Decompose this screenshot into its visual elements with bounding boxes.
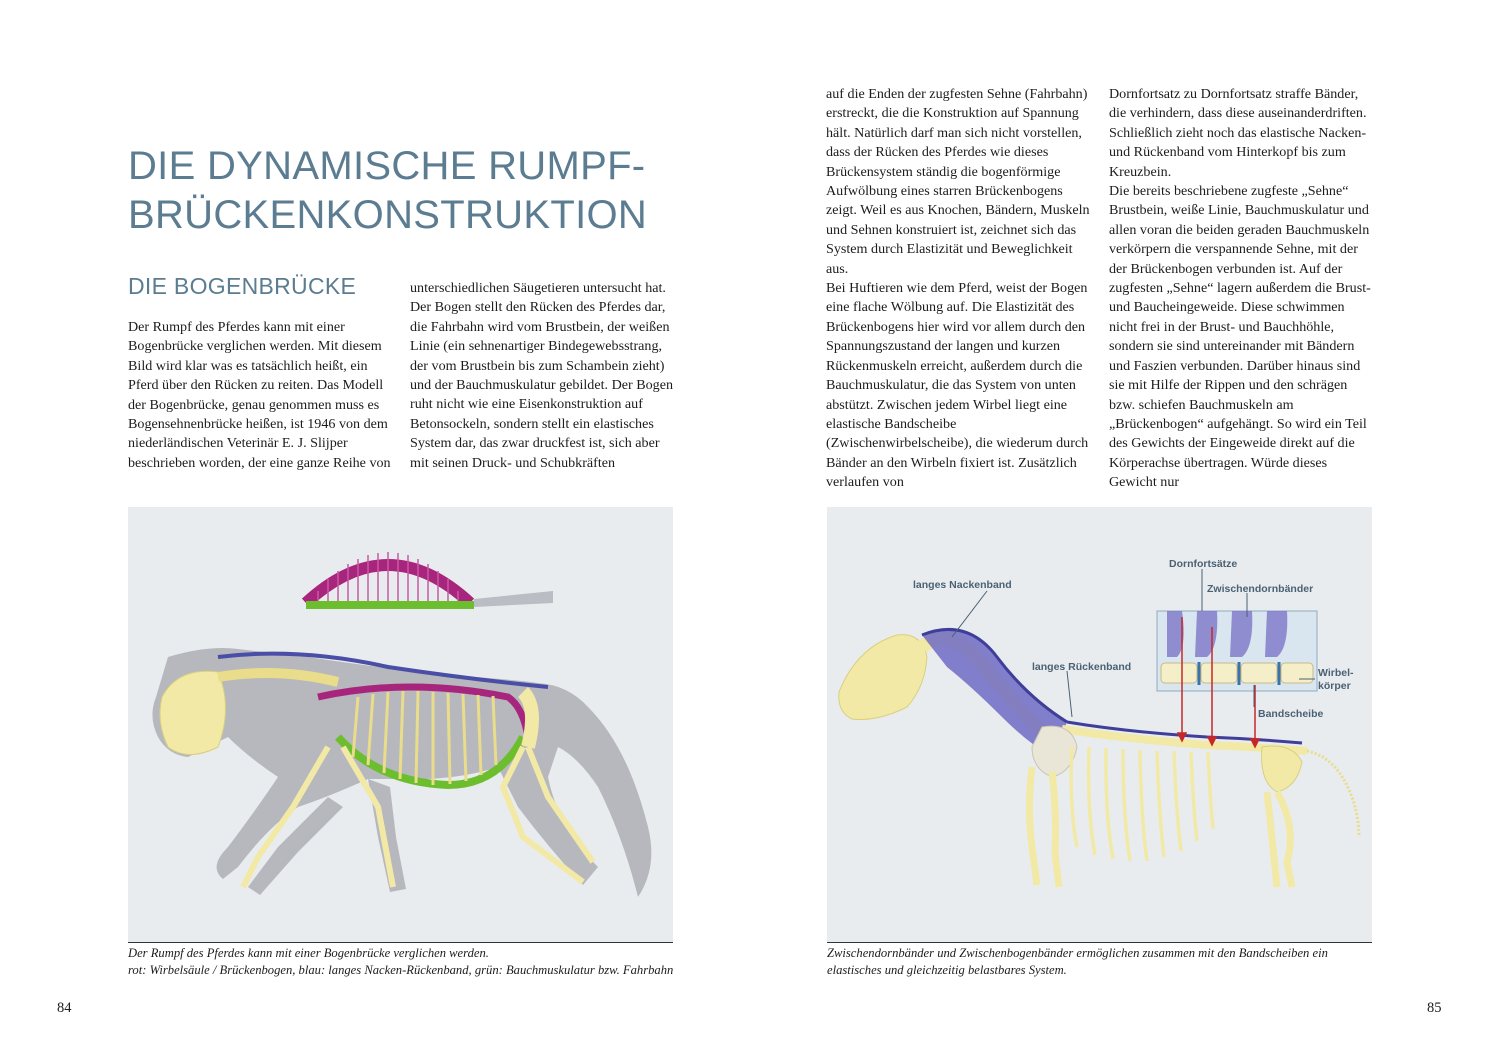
caption-line: Zwischendornbänder und Zwischenbogenbänder ermöglichen zusammen mit den Bandscheiben ein [827, 946, 1328, 960]
caption-rule [827, 942, 1372, 943]
page-number-right: 85 [1427, 1000, 1442, 1016]
ligament-illustration [827, 507, 1372, 942]
label-dornfortsaetze: Dornfortsätze [1169, 558, 1238, 570]
text-column-right-2 [1109, 85, 1371, 493]
bridge-horse-figure [128, 507, 673, 942]
paragraph: Dornfortsatz zu Dornfortsatz straffe Bänder, die verhindern, dass diese auseinanderdriften. Schließlich zieht noch das elastische Nacken- und Rückenband vom Hinterkopf bis zum Kreuzbein. [1109, 86, 1367, 180]
paragraph: unterschiedlichen Säugetieren untersucht hat. Der Bogen stellt den Rücken des Pferdes dar, die Fahrbahn wird vom Brustbein, der weißen Linie (ein sehnenartiger Bindegewebsstrang, der vom Brustbein bis zum Schambein zieht) und der Bauchmuskulatur gebildet. Der Bogen ruht nicht wie eine Eisenkonstruktion auf Betonsockeln, sondern stellt ein elastisches System dar, das zwar druckfest ist, sich aber mit seinen Druck- und Schubkräften [410, 280, 674, 471]
label-bandscheibe: Bandscheibe [1258, 708, 1324, 720]
label-zwischendornbaender: Zwischendornbänder [1207, 583, 1314, 595]
ligament-figure [827, 507, 1372, 942]
page-title: DIE DYNAMISCHE RUMPF- BRÜCKENKONSTRUKTION [128, 144, 648, 237]
section-heading: DIE BOGENBRÜCKE [128, 273, 357, 299]
figure-caption-right [827, 945, 1387, 979]
caption-line: elastisches und gleichzeitig belastbares System. [827, 963, 1067, 977]
text-column-right-1 [826, 85, 1092, 493]
paragraph: Die bereits beschriebene zugfeste „Sehne“ Brustbein, weiße Linie, Bauchmuskulatur und allen voran die beiden geraden Bauchmuskeln verkörpern die verspannende Sehne, mit der der Brückenbogen verbunden ist. Auf der zugfesten „Sehne“ lagern außerdem die Brust- und Baucheingeweide. Diese schwimmen nicht frei in der Brust- und Bauchhöhle, sondern sie sind untereinander mit Bändern und Faszien verbunden. Darüber hinaus sind sie mit Hilfe der Rippen und den schrägen bzw. schiefen Bauchmuskeln am „Brückenbogen“ aufgehängt. So wird ein Teil des Gewichts der Eingeweide direkt auf die Körperachse übertragen. Würde dieses Gewicht nur [1109, 183, 1371, 491]
label-nackenband: langes Nackenband [913, 579, 1012, 591]
label-wirbelkoerper-1: Wirbel- [1318, 667, 1354, 679]
label-rueckenband: langes Rückenband [1032, 661, 1132, 673]
caption-line: Der Rumpf des Pferdes kann mit einer Bogenbrücke verglichen werden. [128, 946, 489, 960]
bridge-horse-illustration [128, 507, 673, 942]
paragraph: Der Rumpf des Pferdes kann mit einer Bogenbrücke verglichen werden. Mit diesem Bild wird klar was es tatsächlich heißt, ein Pferd über den Rücken zu reiten. Das Modell der Bogenbrücke, genau genommen muss es Bogensehnenbrücke heißen, ist 1946 von dem niederländischen Veterinär E. J. Slijper beschrieben worden, der eine ganze Reihe von [128, 319, 391, 471]
paragraph: auf die Enden der zugfesten Sehne (Fahrbahn) erstreckt, die die Konstruktion auf Spannung hält. Natürlich darf man sich nicht vorstellen, dass der Rücken des Pferdes wie dieses Brückensystem ständig die bogenförmige Aufwölbung eines starren Brückenbogens zeigt. Weil es aus Knochen, Bändern, Muskeln und Sehnen konstruiert ist, zeichnet sich das System durch Elastizität und Beweglichkeit aus. [826, 86, 1090, 277]
label-wirbelkoerper-2: körper [1318, 680, 1351, 692]
text-column-left-2 [410, 279, 674, 473]
page-number-left: 84 [57, 1000, 72, 1016]
text-column-left-1 [128, 318, 393, 473]
caption-rule [128, 942, 673, 943]
caption-line: rot: Wirbelsäule / Brückenbogen, blau: langes Nacken-Rückenband, grün: Bauchmuskulatur bzw. Fahrbahn [128, 963, 674, 977]
figure-caption-left [128, 945, 688, 979]
paragraph: Bei Huftieren wie dem Pferd, weist der Bogen eine flache Wölbung auf. Die Elastizität des Brückenbogens hier wird vor allem durch den Spannungszustand der langen und kurzen Rückenmuskeln erreicht, außerdem durch die Bauchmuskulatur, die das System von unten abstützt. Zwischen jedem Wirbel liegt eine elastische Bandscheibe (Zwischenwirbelscheibe), die wiederum durch Bänder an den Wirbeln fixiert ist. Zusätzlich verlaufen von [826, 280, 1089, 491]
